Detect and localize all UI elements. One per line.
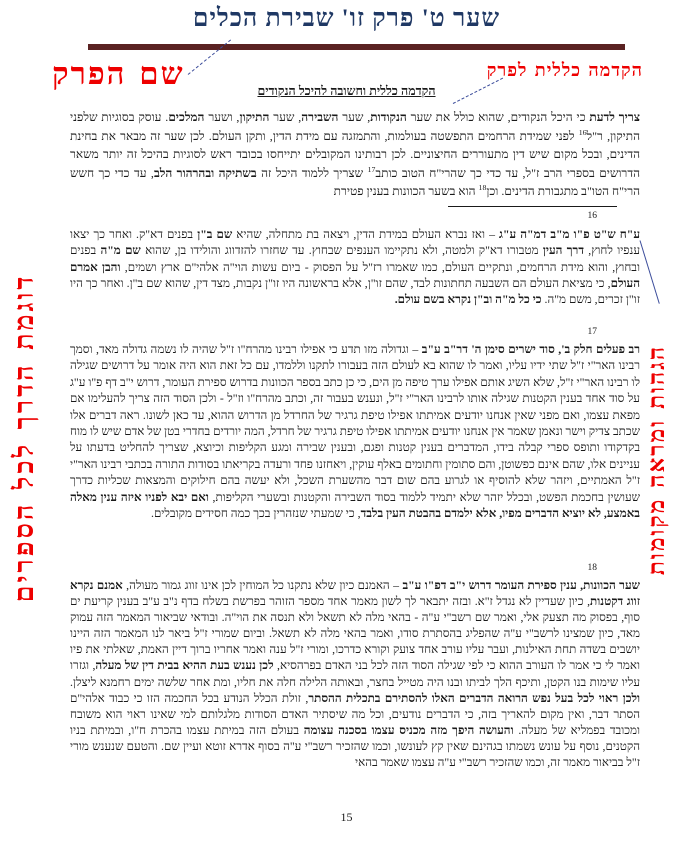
intro-annotation: הקדמה כללית לפרק [486,60,643,81]
left-margin-annotation: דוגמת הדרך לכל הספרים [9,273,40,603]
annotation-arrow-to-footnotes [640,240,660,303]
footnote-number: 18 [587,563,597,573]
chapter-name-annotation: שם הפרק [52,56,185,92]
page-number: 15 [340,810,353,824]
footnote-number: 16 [587,211,597,221]
right-margin-annotation: הגהות ומראה מקומות [643,344,670,576]
footnote-separator [448,206,617,207]
footnote-16-text: ע"ח ש"ט פ"ו מ"ב דמ"ה ע"ג – ואז נברא העולם במידת הדין, ויצאה בת מתחלה, שהיא שם ב"ן בפנים דא"ק. ואחר כך יצאו ענפיו לחוץ, דרך העין מטבורו דא"ק ולמטה, ולא נתקיימו הענפים שבחוץ. עד שחזרו להזדווג והולידו בן, שהוא שם מ"ה בפנים ובחוץ, והוא מידת הרחמים, ונתקיים העולם, כמו שאמרו רז"ל על הפסוק - ביום עשות הוי"ה אלהי"ם ארץ ושמים, והבן אמרם העולם, כי מציאת העולם הם השבעה תחתונות לבד, שהם זו"ן, אלא בראשונה היו זו"ן נקבות, מצד דין, שהוא שם ב"ן. ואחר כך היו זו"ן זכרים, משם מ"ה. כי כל מ"ה וב"ן נקרא בשם עולם. [70,227,641,307]
main-paragraph: צריך לדעת כי היכל הנקודים, שהוא כולל את שער הנקודות, שער השבירה, שער התיקון, ושער המלכים. עוסק בסוגיות שלפני התיקון, ר"ל$^{16}$ לפני שמידת הרחמים התפשטה בעולמות, והתמזגה עם מידת הדין, ותקן העולם. לכן שער זה מבאר את בחינת הדינים, ובכל מקום שיש דין מתעוררים החיצוניים. לכן רבותינו המקובלים יתייחסו בכובד ראש לסוגיות בהיכל זה יותר משאר הדרושים בספרי הרב ז"ל, עד כדי כך שהרי"ח הטוב כותב$^{17}$ שצריך ללמוד היכל זה בשתיקה ובהרהור הלב, עד כדי כך חשש הרי"ח הטו"ב מתגבורת הדינים. וכן$^{18}$ הוא בשער הכוונות בענין פטירת [70,110,640,199]
section-header: הקדמה כללית וחשובה להיכל הנקודים [257,84,436,98]
footnote-number: 17 [587,327,597,337]
footnote-18-text: שער הכוונות, ענין ספירת העומר דרוש י"ב דפ"ו ע"ב – האמנם כיון שלא נתקנו כל המוחין לכן אינו זווג גמור מעולה, אמנם נקרא זווג דקטנות, כיון שעדיין לא נגדל ז"א. ובזה יתבאר לך לשון מאמר אחד מספר הזוהר בפרשת בשלח בדף נ"ב ע"ב בענין קריעת ים סוף, בפסוק מה תצעק אלי, ואמר שם רשב"י ע"ה - בהאי מלה לא תשאל ולא תנסה את הוי"ה. ובודאי שביאור המאמר הזה עמוק מאד, כיון שמצינו לרשב"י ע"ה שהפליג בהסתרת סודו, ואמר בהאי מלה לא תשאל. וביום שמורי ז"ל ביאר לנו המאמר הזה היינו יושבים בשדה תחת האילנות, ועבר עליו עורב אחד צועק וקורא כדרכו, ומורי ז"ל ענה ואמר אחריו ברוך דיין האמת, שאלתי את פיו ואמר לי כי אמר לו העורב ההוא כי לפי שגילה הסוד הזה לכל בני האדם בפרהסיא, לכן נענש בעת ההיא בבית דין של מעלה, וגזרו עליו שימות בנו הקטן, ותיכף הלך לביתו ובנו היה מטייל בחצר, ובאותה הלילה חלה את חליו, ומת אחר שלשה ימים רחמנא ליצלן. ולכן ראוי לכל בעל נפש הרואה הדברים האלו להסתירם בתכלית ההסתר, זולת הכלל הנודע בכל החכמה הזו כי כבוד אלהי"ם הסתר דבר, ואין מקום להאריך בזה, כי הדברים נודעים, וכל מה שיסתיר האדם הסודות מלגלותם למי שאינו ראוי הוא משובח ומכובד בפמליא של מעלה. והעושה היפך מזה מכניס עצמו בסכנה עצומה בעולם הזה במיתת עצמו בהכרת ח"ו, ובמיתת בניו הקטנים, נוסף על עונש נשמתו בגהינם שאין קץ לעונשו, וכמו שהזכיר רשב"י ע"ה בסוף אדרא זוטא ועיין שם. והטעם שנענש מורי ז"ל בביאור מאמר זה, וכמו שהזכיר רשב"י ע"ה עצמו שאמר בהאי [70,578,641,770]
page-title: שער ט' פרק זו' שבירת הכלים [192,5,501,32]
footnote-17-text: רב פעלים חלק ב', סוד ישרים סימן ה' דר"ב ע"ב – וגדולה מזו תדע כי אפילו רבינו מהרח"ו ז"ל שהיה לו נשמה גדולה מאד, וסמך רבינו האר"י ז"ל שתי ידיו עליו, ואמר לו שהוא בא לעולם הזה בעבורו לתקנו וללמדו, עם כל זאת הוא היה אומר על דרושים שגילה לו רבינו האר"י ז"ל, שלא השיג אותם אפילו ערך טיפה מן הים, כי כן כתב בספר הכוונות בדרוש ספירת העומר, דרוש י"ב דף פ"ו ע"ג על סוד אחד בענין הקטנות שגילה אותו לרבינו האר"י ז"ל, ונענש בעבור זה, וכתב מהרח"ו וז"ל - ולכן הסוד הזה צריך להעלימו אם מפאת עצמו, ואם מפני שאין אנחנו יודעים אמיתתו אפילו טיפת גרגיר של החרדל מן הדרוש ההוא, עד כאן לשונו. ראה דברים אלו שכתב צדיק וישר ונאמן שאמר אין אנחנו יודעים אמיתתו אפילו טיפת גרגיר של חרדל, המה יורדים בחדרי בטן של אדם שיש לו מוח בקדקודו ותופס ספרי קבלה בידו, המדברים בענין קטנות ופגם, ובענין שבירה ומגע הקליפות וכיוצא, שצריך להחליט בדעתו על עניינים אלו, שהם אינם כפשוטן, והם סתומין וחתומים באלף עוקין, ויאחזנו פחד ורעדה בקריאתו בסודות התורה בכתבי רבינו האר"י ז"ל האמתיים, ויזהר שלא להוסיף או לגרוע בהם שום דבר מהשערת השכל, ולא יעשה בהם חילוקים והמצאות שכליות כדרך שעושין בחכמת הפשט, ובכלל יזהר שלא יתמיד ללמוד בסוד השבירה והקטנות ובשערי הקליפות, ואם יבא לפניו איזה ענין מאלה באמצע, לא יוציא הדברים מפיו, אלא ילמדם בהבטת העין בלבד, כי שמעתי שנזהרין בכך כמה חסידים מקובלים. [70,342,640,521]
title-underline-rule [88,44,625,50]
